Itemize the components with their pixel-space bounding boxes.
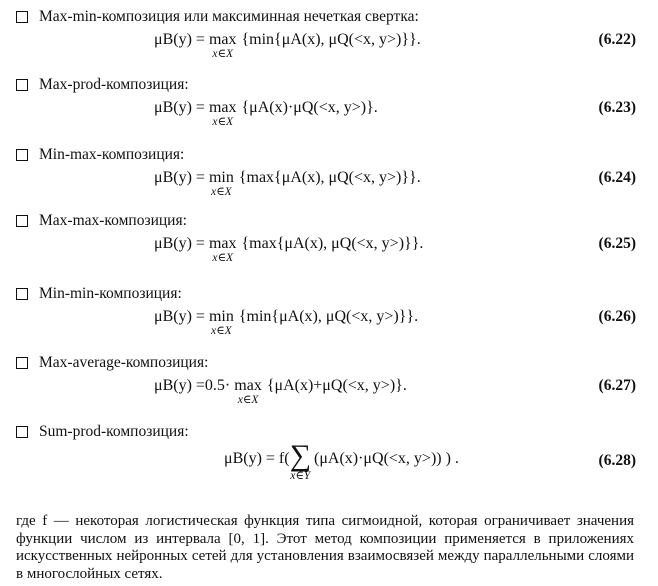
formula-lhs: μB(y) = [154,169,205,186]
operator: max [208,31,237,48]
operator-subscript: x∈X [211,325,232,337]
checkbox-bullet-icon [16,215,28,227]
formula-lhs: μB(y) = [154,235,205,252]
equation-row [14,439,640,488]
equation-row [14,97,640,131]
formula-rhs: {min{μA(x), μQ(<x, y>)}}. [241,31,421,48]
operator-subscript: x∈X [211,186,232,198]
operator-subscript: x∈X [212,252,234,264]
item-label: Min-min-композиция: [39,285,182,302]
equation-number: (6.23) [598,99,636,116]
equation-number: (6.24) [598,169,636,186]
operator-subscript: x∈Y [290,470,311,482]
equation-number: (6.22) [598,31,636,48]
explanation-paragraph: где f — некоторая логистическая функция типа сигмоидной, которая ограничивает значения функции числом из интервала [0, 1]. Этот метод композиции применяется в приложениях искусственных нейронных сетей для установления взаимосвязей между параллельными слоями в многослойных сетях. [16,513,634,582]
operator: min [208,308,234,325]
formula [154,31,421,60]
item-label: Min-max-композиция: [39,146,185,163]
checkbox-bullet-icon [16,11,28,23]
checkbox-bullet-icon [16,426,28,438]
operator: max [208,99,237,116]
equation-row [14,233,640,267]
composition-item-min-max [14,146,640,201]
formula [154,99,378,128]
formula [224,439,459,482]
formula-rhs: {μA(x)·μQ(<x, y>)}. [241,99,378,116]
formula-rhs: {min{μA(x), μQ(<x, y>)}}. [238,308,419,325]
checkbox-bullet-icon [16,288,28,300]
formula [154,235,423,264]
equation-number: (6.28) [598,452,636,469]
operator: max [234,377,262,394]
equation-number: (6.25) [598,235,636,252]
composition-item-sum-prod [14,423,640,488]
formula-lhs: μB(y) = [154,308,205,325]
checkbox-bullet-icon [16,357,28,369]
item-label: Max-min-композиция или максиминная нечеткая свертка: [39,8,419,25]
equation-row [14,167,640,201]
operator: max [208,235,237,252]
equation-number: (6.27) [598,377,636,394]
composition-item-min-min [14,285,640,340]
formula-rhs: (μA(x)·μQ(<x, y>)) ) . [313,450,459,467]
composition-item-max-max [14,212,640,267]
formula-rhs: {max{μA(x), μQ(<x, y>)}}. [238,169,421,186]
item-label: Max-prod-композиция: [39,76,189,93]
operator-subscript: x∈X [237,394,259,406]
composition-item-max-average [14,354,640,409]
item-label: Sum-prod-композиция: [39,423,189,440]
checkbox-bullet-icon [16,79,28,91]
formula-rhs: {μA(x)+μQ(<x, y>)}. [266,377,407,394]
formula [154,308,418,337]
equation-row [14,29,640,63]
operator-subscript: x∈X [212,116,234,128]
checkbox-bullet-icon [16,149,28,161]
composition-item-max-min [14,8,640,63]
formula-lhs: μB(y) = f( [224,450,290,467]
formula [154,377,407,406]
equation-number: (6.26) [598,308,636,325]
formula-lhs: μB(y) = [154,31,205,48]
equation-row [14,375,640,409]
operator: min [208,169,234,186]
item-label: Max-average-композиция: [39,354,209,371]
formula-rhs: {max{μA(x), μQ(<x, y>)}}. [241,235,424,252]
operator-subscript: x∈X [212,48,234,60]
item-label: Max-max-композиция: [39,212,187,229]
equation-row [14,306,640,340]
formula-lhs: μB(y) =0.5· [154,377,231,394]
sigma-operator: ∑ [289,439,311,472]
composition-item-max-prod [14,76,640,131]
formula-lhs: μB(y) = [154,99,205,116]
formula [154,169,421,198]
